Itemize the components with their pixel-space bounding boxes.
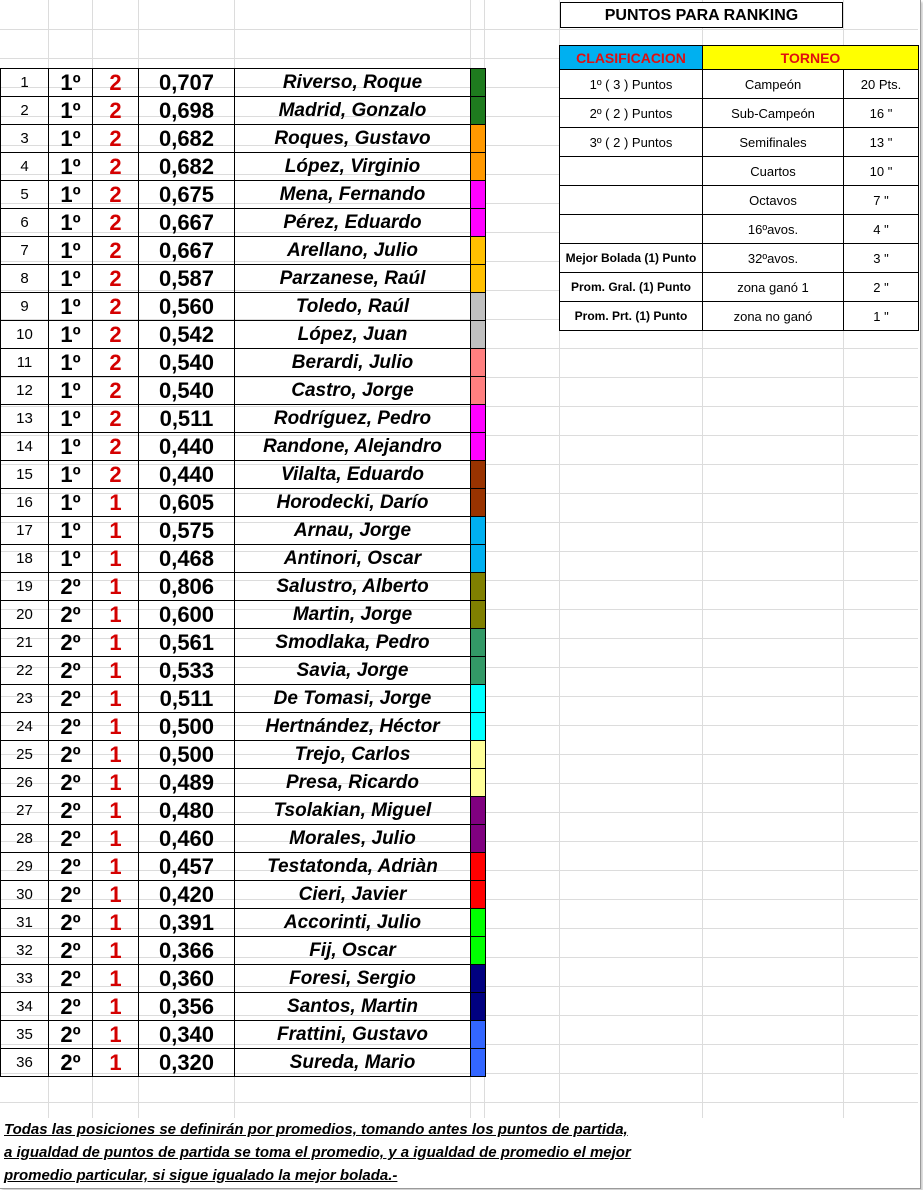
color-swatch — [471, 209, 486, 237]
position-cell: 2º — [49, 909, 93, 937]
ranking-row — [1, 685, 486, 713]
position-cell: 1º — [49, 433, 93, 461]
rank-number: 8 — [1, 265, 49, 293]
points-cell: 2 — [93, 321, 139, 349]
color-swatch — [471, 293, 486, 321]
position-cell: 2º — [49, 797, 93, 825]
ranking-row — [1, 881, 486, 909]
rank-number: 19 — [1, 573, 49, 601]
ranking-row — [1, 237, 486, 265]
points-row — [560, 70, 919, 99]
position-cell: 1º — [49, 209, 93, 237]
ranking-row — [1, 713, 486, 741]
player-name: Fij, Oscar — [235, 937, 471, 965]
points-torneo-cell: Octavos — [703, 186, 844, 215]
position-cell: 1º — [49, 461, 93, 489]
position-cell: 2º — [49, 685, 93, 713]
points-value-cell: 7 " — [844, 186, 919, 215]
points-row — [560, 157, 919, 186]
footnote-line: promedio particular, si sigue igualado la mejor bolada.- — [4, 1167, 398, 1184]
points-torneo-cell: Sub-Campeón — [703, 99, 844, 128]
points-cell: 1 — [93, 629, 139, 657]
player-name: López, Juan — [235, 321, 471, 349]
position-cell: 1º — [49, 97, 93, 125]
color-swatch — [471, 853, 486, 881]
ranking-row — [1, 517, 486, 545]
rank-number: 28 — [1, 825, 49, 853]
position-cell: 2º — [49, 1021, 93, 1049]
points-cell: 1 — [93, 797, 139, 825]
average-cell: 0,391 — [139, 909, 235, 937]
position-cell: 2º — [49, 713, 93, 741]
points-row — [560, 186, 919, 215]
color-swatch — [471, 433, 486, 461]
points-cell: 1 — [93, 1049, 139, 1077]
points-table-header — [560, 46, 919, 70]
position-cell: 1º — [49, 237, 93, 265]
points-value-cell: 1 " — [844, 302, 919, 331]
average-cell: 0,340 — [139, 1021, 235, 1049]
ranking-row — [1, 853, 486, 881]
ranking-row — [1, 321, 486, 349]
color-swatch — [471, 405, 486, 433]
position-cell: 1º — [49, 405, 93, 433]
points-cell: 2 — [93, 153, 139, 181]
player-name: Randone, Alejandro — [235, 433, 471, 461]
points-torneo-cell: zona no ganó — [703, 302, 844, 331]
ranking-row — [1, 461, 486, 489]
player-name: López, Virginio — [235, 153, 471, 181]
average-cell: 0,500 — [139, 713, 235, 741]
points-value-cell: 13 " — [844, 128, 919, 157]
average-cell: 0,542 — [139, 321, 235, 349]
rank-number: 26 — [1, 769, 49, 797]
player-name: Arnau, Jorge — [235, 517, 471, 545]
ranking-row — [1, 97, 486, 125]
rank-number: 1 — [1, 69, 49, 97]
footnote-line: Todas las posiciones se definirán por promedios, tomando antes los puntos de partida, — [4, 1121, 628, 1138]
rank-number: 7 — [1, 237, 49, 265]
rank-number: 27 — [1, 797, 49, 825]
rank-number: 10 — [1, 321, 49, 349]
position-cell: 2º — [49, 937, 93, 965]
points-row — [560, 128, 919, 157]
ranking-row — [1, 153, 486, 181]
points-cell: 1 — [93, 657, 139, 685]
points-cell: 1 — [93, 909, 139, 937]
position-cell: 2º — [49, 853, 93, 881]
rank-number: 36 — [1, 1049, 49, 1077]
ranking-row — [1, 489, 486, 517]
position-cell: 1º — [49, 349, 93, 377]
points-cell: 1 — [93, 769, 139, 797]
ranking-row — [1, 937, 486, 965]
points-clasificacion-cell — [560, 157, 703, 186]
player-name: Cieri, Javier — [235, 881, 471, 909]
player-name: Vilalta, Eduardo — [235, 461, 471, 489]
points-torneo-cell: Semifinales — [703, 128, 844, 157]
average-cell: 0,560 — [139, 293, 235, 321]
average-cell: 0,806 — [139, 573, 235, 601]
color-swatch — [471, 181, 486, 209]
color-swatch — [471, 377, 486, 405]
points-cell: 1 — [93, 489, 139, 517]
average-cell: 0,600 — [139, 601, 235, 629]
average-cell: 0,360 — [139, 965, 235, 993]
position-cell: 1º — [49, 293, 93, 321]
average-cell: 0,675 — [139, 181, 235, 209]
rank-number: 21 — [1, 629, 49, 657]
ranking-row — [1, 993, 486, 1021]
color-swatch — [471, 461, 486, 489]
position-cell: 2º — [49, 1049, 93, 1077]
color-swatch — [471, 965, 486, 993]
points-cell: 1 — [93, 853, 139, 881]
position-cell: 2º — [49, 881, 93, 909]
points-clasificacion-cell: 1º ( 3 ) Puntos — [560, 70, 703, 99]
average-cell: 0,457 — [139, 853, 235, 881]
color-swatch — [471, 1021, 486, 1049]
points-row — [560, 302, 919, 331]
position-cell: 1º — [49, 265, 93, 293]
position-cell: 2º — [49, 993, 93, 1021]
points-torneo-cell: Cuartos — [703, 157, 844, 186]
rank-number: 17 — [1, 517, 49, 545]
color-swatch — [471, 769, 486, 797]
average-cell: 0,511 — [139, 685, 235, 713]
points-value-cell: 16 " — [844, 99, 919, 128]
ranking-row — [1, 825, 486, 853]
points-cell: 2 — [93, 293, 139, 321]
points-cell: 1 — [93, 573, 139, 601]
rank-number: 23 — [1, 685, 49, 713]
player-name: Trejo, Carlos — [235, 741, 471, 769]
color-swatch — [471, 993, 486, 1021]
color-swatch — [471, 489, 486, 517]
points-cell: 2 — [93, 405, 139, 433]
position-cell: 1º — [49, 321, 93, 349]
points-cell: 1 — [93, 685, 139, 713]
rank-number: 3 — [1, 125, 49, 153]
points-cell: 1 — [93, 825, 139, 853]
ranking-row — [1, 265, 486, 293]
rank-number: 11 — [1, 349, 49, 377]
points-cell: 1 — [93, 881, 139, 909]
rank-number: 6 — [1, 209, 49, 237]
ranking-row — [1, 125, 486, 153]
average-cell: 0,468 — [139, 545, 235, 573]
rank-number: 14 — [1, 433, 49, 461]
average-cell: 0,575 — [139, 517, 235, 545]
player-name: Pérez, Eduardo — [235, 209, 471, 237]
rank-number: 31 — [1, 909, 49, 937]
average-cell: 0,698 — [139, 97, 235, 125]
player-name: Antinori, Oscar — [235, 545, 471, 573]
rank-number: 16 — [1, 489, 49, 517]
position-cell: 1º — [49, 181, 93, 209]
average-cell: 0,489 — [139, 769, 235, 797]
player-name: Roques, Gustavo — [235, 125, 471, 153]
player-name: Testatonda, Adriàn — [235, 853, 471, 881]
ranking-row — [1, 741, 486, 769]
points-cell: 2 — [93, 377, 139, 405]
average-cell: 0,420 — [139, 881, 235, 909]
color-swatch — [471, 601, 486, 629]
points-clasificacion-cell — [560, 215, 703, 244]
points-table — [559, 45, 919, 331]
color-swatch — [471, 629, 486, 657]
color-swatch — [471, 657, 486, 685]
ranking-table — [0, 68, 486, 1077]
color-swatch — [471, 349, 486, 377]
position-cell: 2º — [49, 769, 93, 797]
average-cell: 0,460 — [139, 825, 235, 853]
color-swatch — [471, 909, 486, 937]
player-name: Toledo, Raúl — [235, 293, 471, 321]
points-value-cell: 4 " — [844, 215, 919, 244]
rank-number: 9 — [1, 293, 49, 321]
color-swatch — [471, 1049, 486, 1077]
average-cell: 0,320 — [139, 1049, 235, 1077]
points-cell: 1 — [93, 1021, 139, 1049]
color-swatch — [471, 321, 486, 349]
points-value-cell: 3 " — [844, 244, 919, 273]
average-cell: 0,440 — [139, 433, 235, 461]
points-clasificacion-cell: Mejor Bolada (1) Punto — [560, 244, 703, 273]
points-torneo-cell: zona ganó 1 — [703, 273, 844, 302]
ranking-row — [1, 769, 486, 797]
ranking-row — [1, 797, 486, 825]
ranking-row — [1, 629, 486, 657]
rank-number: 4 — [1, 153, 49, 181]
ranking-row — [1, 965, 486, 993]
color-swatch — [471, 573, 486, 601]
average-cell: 0,356 — [139, 993, 235, 1021]
rank-number: 33 — [1, 965, 49, 993]
points-cell: 2 — [93, 237, 139, 265]
rank-number: 15 — [1, 461, 49, 489]
player-name: Rodríguez, Pedro — [235, 405, 471, 433]
player-name: Hertnández, Héctor — [235, 713, 471, 741]
color-swatch — [471, 265, 486, 293]
average-cell: 0,500 — [139, 741, 235, 769]
points-clasificacion-cell: Prom. Prt. (1) Punto — [560, 302, 703, 331]
rank-number: 5 — [1, 181, 49, 209]
points-cell: 2 — [93, 209, 139, 237]
points-cell: 1 — [93, 965, 139, 993]
player-name: Castro, Jorge — [235, 377, 471, 405]
color-swatch — [471, 797, 486, 825]
position-cell: 1º — [49, 377, 93, 405]
position-cell: 1º — [49, 517, 93, 545]
average-cell: 0,480 — [139, 797, 235, 825]
player-name: Tsolakian, Miguel — [235, 797, 471, 825]
points-clasificacion-cell — [560, 186, 703, 215]
points-cell: 2 — [93, 125, 139, 153]
header-torneo: TORNEO — [703, 46, 919, 70]
points-cell: 2 — [93, 69, 139, 97]
ranking-row — [1, 1021, 486, 1049]
color-swatch — [471, 545, 486, 573]
rank-number: 29 — [1, 853, 49, 881]
points-clasificacion-cell: Prom. Gral. (1) Punto — [560, 273, 703, 302]
color-swatch — [471, 97, 486, 125]
rank-number: 24 — [1, 713, 49, 741]
rank-number: 2 — [1, 97, 49, 125]
player-name: Martin, Jorge — [235, 601, 471, 629]
color-swatch — [471, 881, 486, 909]
points-row — [560, 99, 919, 128]
average-cell: 0,561 — [139, 629, 235, 657]
player-name: Presa, Ricardo — [235, 769, 471, 797]
points-cell: 1 — [93, 937, 139, 965]
points-torneo-cell: 32ºavos. — [703, 244, 844, 273]
ranking-row — [1, 433, 486, 461]
rank-number: 13 — [1, 405, 49, 433]
points-row — [560, 244, 919, 273]
ranking-row — [1, 349, 486, 377]
ranking-row — [1, 293, 486, 321]
average-cell: 0,540 — [139, 377, 235, 405]
player-name: Arellano, Julio — [235, 237, 471, 265]
rank-number: 22 — [1, 657, 49, 685]
position-cell: 2º — [49, 741, 93, 769]
position-cell: 1º — [49, 489, 93, 517]
points-value-cell: 2 " — [844, 273, 919, 302]
points-cell: 1 — [93, 545, 139, 573]
ranking-row — [1, 909, 486, 937]
points-cell: 1 — [93, 517, 139, 545]
color-swatch — [471, 713, 486, 741]
rank-number: 34 — [1, 993, 49, 1021]
player-name: Berardi, Julio — [235, 349, 471, 377]
color-swatch — [471, 825, 486, 853]
position-cell: 1º — [49, 69, 93, 97]
points-cell: 1 — [93, 601, 139, 629]
ranking-row — [1, 601, 486, 629]
position-cell: 2º — [49, 825, 93, 853]
ranking-row — [1, 209, 486, 237]
ranking-row — [1, 69, 486, 97]
average-cell: 0,440 — [139, 461, 235, 489]
points-cell: 2 — [93, 97, 139, 125]
points-cell: 1 — [93, 741, 139, 769]
points-torneo-cell: 16ºavos. — [703, 215, 844, 244]
rank-number: 30 — [1, 881, 49, 909]
points-cell: 2 — [93, 433, 139, 461]
points-cell: 2 — [93, 265, 139, 293]
rank-number: 32 — [1, 937, 49, 965]
points-row — [560, 273, 919, 302]
player-name: Madrid, Gonzalo — [235, 97, 471, 125]
player-name: Morales, Julio — [235, 825, 471, 853]
footnote-line: a igualdad de puntos de partida se toma el promedio, y a igualdad de promedio el mejor — [4, 1144, 631, 1161]
player-name: Smodlaka, Pedro — [235, 629, 471, 657]
points-clasificacion-cell: 2º ( 2 ) Puntos — [560, 99, 703, 128]
color-swatch — [471, 517, 486, 545]
footnote — [4, 1118, 914, 1187]
ranking-row — [1, 657, 486, 685]
page-title: PUNTOS PARA RANKING — [560, 2, 843, 28]
player-name: Mena, Fernando — [235, 181, 471, 209]
rank-number: 12 — [1, 377, 49, 405]
position-cell: 1º — [49, 153, 93, 181]
player-name: De Tomasi, Jorge — [235, 685, 471, 713]
color-swatch — [471, 153, 486, 181]
rank-number: 18 — [1, 545, 49, 573]
player-name: Foresi, Sergio — [235, 965, 471, 993]
player-name: Parzanese, Raúl — [235, 265, 471, 293]
position-cell: 2º — [49, 629, 93, 657]
player-name: Sureda, Mario — [235, 1049, 471, 1077]
color-swatch — [471, 237, 486, 265]
color-swatch — [471, 125, 486, 153]
color-swatch — [471, 937, 486, 965]
points-cell: 2 — [93, 181, 139, 209]
ranking-row — [1, 181, 486, 209]
position-cell: 1º — [49, 545, 93, 573]
rank-number: 35 — [1, 1021, 49, 1049]
position-cell: 1º — [49, 125, 93, 153]
average-cell: 0,667 — [139, 209, 235, 237]
color-swatch — [471, 69, 486, 97]
player-name: Salustro, Alberto — [235, 573, 471, 601]
points-row — [560, 215, 919, 244]
points-cell: 1 — [93, 993, 139, 1021]
average-cell: 0,707 — [139, 69, 235, 97]
points-torneo-cell: Campeón — [703, 70, 844, 99]
points-cell: 2 — [93, 461, 139, 489]
average-cell: 0,366 — [139, 937, 235, 965]
average-cell: 0,667 — [139, 237, 235, 265]
ranking-row — [1, 1049, 486, 1077]
color-swatch — [471, 685, 486, 713]
average-cell: 0,682 — [139, 153, 235, 181]
position-cell: 2º — [49, 573, 93, 601]
ranking-row — [1, 545, 486, 573]
average-cell: 0,533 — [139, 657, 235, 685]
position-cell: 2º — [49, 657, 93, 685]
position-cell: 2º — [49, 965, 93, 993]
average-cell: 0,511 — [139, 405, 235, 433]
points-cell: 1 — [93, 713, 139, 741]
points-clasificacion-cell: 3º ( 2 ) Puntos — [560, 128, 703, 157]
header-clasificacion: CLASIFICACION — [560, 46, 703, 70]
average-cell: 0,587 — [139, 265, 235, 293]
player-name: Santos, Martin — [235, 993, 471, 1021]
ranking-row — [1, 405, 486, 433]
ranking-row — [1, 377, 486, 405]
player-name: Savia, Jorge — [235, 657, 471, 685]
points-value-cell: 20 Pts. — [844, 70, 919, 99]
average-cell: 0,605 — [139, 489, 235, 517]
player-name: Accorinti, Julio — [235, 909, 471, 937]
color-swatch — [471, 741, 486, 769]
rank-number: 20 — [1, 601, 49, 629]
points-cell: 2 — [93, 349, 139, 377]
points-value-cell: 10 " — [844, 157, 919, 186]
position-cell: 2º — [49, 601, 93, 629]
average-cell: 0,682 — [139, 125, 235, 153]
average-cell: 0,540 — [139, 349, 235, 377]
player-name: Riverso, Roque — [235, 69, 471, 97]
ranking-row — [1, 573, 486, 601]
player-name: Horodecki, Darío — [235, 489, 471, 517]
player-name: Frattini, Gustavo — [235, 1021, 471, 1049]
rank-number: 25 — [1, 741, 49, 769]
